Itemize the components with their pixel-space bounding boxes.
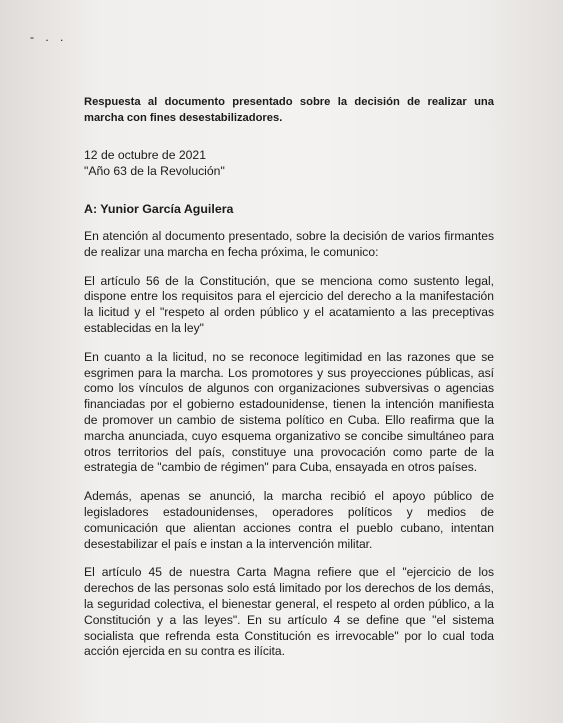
scan-specks: - . . xyxy=(30,30,68,44)
document-body xyxy=(84,94,494,672)
paragraph-intro: En atención al documento presentado, sobre la decisión de varios firmantes de realizar una marcha en fecha próxima, le comunico: xyxy=(84,229,494,259)
year-motto: "Año 63 de la Revolución" xyxy=(84,163,225,178)
paragraph-article-45: El artículo 45 de nuestra Carta Magna refiere que el "ejercicio de los derechos de las personas solo está limitado por los derechos de los demás, la seguridad colectiva, el bienestar general, el respeto al orden público, a la Constitución y a las leyes". En su artículo 4 se define que "el sistema socialista que refrenda esta Constitución es irrevocable" por lo cual toda acción ejercida en su contra es ilícita. xyxy=(84,565,494,659)
paragraph-article-56: El artículo 56 de la Constitución, que se menciona como sustento legal, dispone entre los requisitos para el ejercicio del derecho a la manifestación la licitud y el "respeto al orden público y el acatamiento a las preceptivas establecidas en la ley" xyxy=(84,273,494,335)
date-block xyxy=(84,148,494,179)
paragraph-licitud: En cuanto a la licitud, no se reconoce legitimidad en las razones que se esgrimen para la marcha. Los promotores y sus proyecciones públicas, así como los vínculos de algunos con organizaciones subversivas o agencias financiadas por el gobierno estadounidense, tienen la intención manifiesta de promover un cambio de sistema político en Cuba. Ello reafirma que la marcha anunciada, cuyo esquema organizativo se concibe simultáneo para otros territorios del país, constituye una provocación como parte de la estrategia de "cambio de régimen" para Cuba, ensayada en otros países. xyxy=(84,349,494,475)
addressee: A: Yunior García Aguilera xyxy=(84,202,234,216)
date-line: 12 de octubre de 2021 xyxy=(84,148,206,162)
document-heading: Respuesta al documento presentado sobre la decisión de realizar una marcha con fines desestabilizadores. xyxy=(84,96,494,124)
paragraph-apoyo: Además, apenas se anunció, la marcha recibió el apoyo público de legisladores estadounidenses, operadores políticos y medios de comunicación que alientan acciones contra el pueblo cubano, intentan desestabilizar el país e instan a la intervención militar. xyxy=(84,489,494,551)
